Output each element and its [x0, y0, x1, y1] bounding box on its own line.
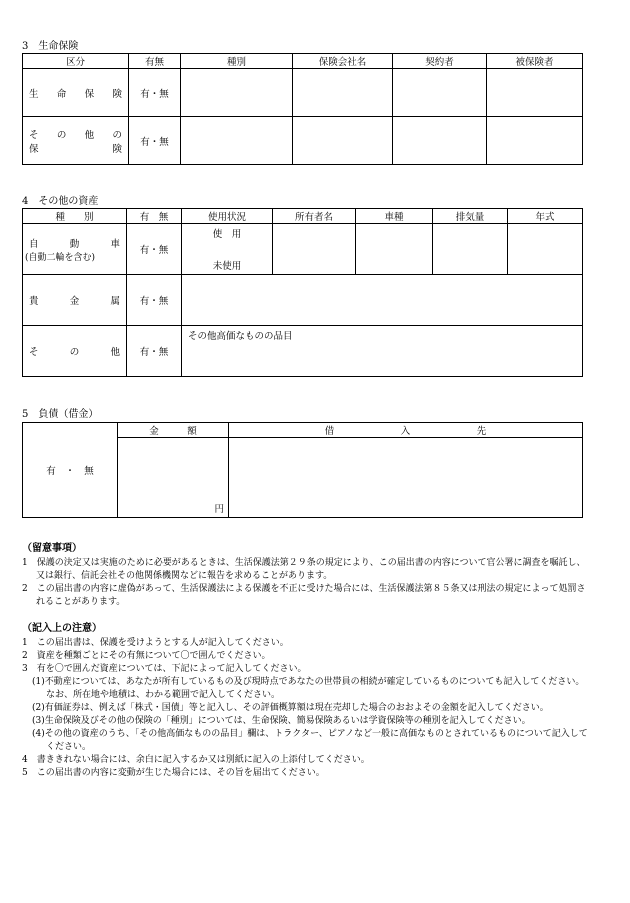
life-insurance-contractor-field[interactable] [393, 69, 487, 117]
notes-caution [22, 542, 592, 609]
other-insurance-type-field[interactable] [181, 117, 293, 165]
header-umu: 有 無 [127, 209, 182, 224]
car-unused-option[interactable]: 未使用 [212, 261, 242, 272]
precious-metal-field[interactable] [182, 275, 583, 326]
header-kind: 種 別 [23, 209, 127, 224]
section3-title: 3 生命保険 [22, 41, 79, 52]
other-asset-umu[interactable]: 有・無 [127, 326, 182, 377]
car-year-field[interactable] [508, 224, 583, 275]
car-owner-field[interactable] [273, 224, 356, 275]
life-insurance-insured-field[interactable] [487, 69, 583, 117]
life-insurance-label: 生 命 保 険 [23, 69, 129, 117]
notes-caution-item: 1 保護の決定又は実施のために必要があるときは、生活保護法第２９条の規定により、この届出書の内容について官公署に調査を嘱託し、又は銀行、信託会社その他関係機関などに報告を求めることがあります。 [22, 558, 586, 581]
life-insurance-table [22, 53, 583, 165]
other-asset-field[interactable] [182, 326, 583, 377]
precious-metal-umu[interactable]: 有・無 [127, 275, 182, 326]
other-asset-note: その他高価なものの品目 [188, 331, 293, 342]
notes-caution-item: 2 この届出書の内容に虚偽があって、生活保護法による保護を不正に受けた場合には、生活保護法第８５条又は刑法の規定によって処罰されることがあります。 [22, 584, 586, 607]
other-insurance-label: そ の 他 の 保 険 [23, 117, 129, 165]
header-amount: 金 額 [118, 423, 229, 438]
instruction-subitem: (3)生命保険及びその他の保険の「種別」については、生命保険、簡易保険あるいは学資保険等の種別を記入してください。 [32, 716, 531, 726]
notes-instructions [22, 622, 592, 780]
header-umu: 有無 [129, 54, 181, 69]
car-label: 自 動 車 (自動二輪を含む) [23, 224, 127, 275]
header-category: 区分 [23, 54, 129, 69]
car-umu[interactable]: 有・無 [127, 224, 182, 275]
precious-metal-label: 貴 金 属 [23, 275, 127, 326]
instruction-item: 1 この届出書は、保護を受けようとする人が記入してください。 [22, 638, 289, 648]
car-displacement-field[interactable] [433, 224, 508, 275]
notes-caution-heading: （留意事項） [22, 543, 82, 554]
header-lender: 借 入 先 [229, 423, 583, 438]
life-insurance-umu[interactable]: 有・無 [129, 69, 181, 117]
instruction-subitem: (1)不動産については、あなたが所有しているもの及び現時点であなたの世帯員の相続が確定しているものについても記入してください。なお、所在地や地積は、わかる範囲で記入してください。 [32, 677, 585, 700]
header-type: 種別 [181, 54, 293, 69]
notes-instructions-heading: （記入上の注意） [22, 623, 102, 634]
debt-umu[interactable]: 有 ・ 無 [23, 423, 118, 518]
other-asset-label: そ の 他 [23, 326, 127, 377]
debt-lender-field[interactable] [229, 438, 583, 518]
section5-title: 5 負債（借金） [22, 409, 99, 420]
instruction-subitem: (4)その他の資産のうち、「その他高価なものの品目」欄は、トラクター、ピアノなど一般に高価なものとされているものについて記入してください。 [32, 729, 588, 752]
other-insurance-umu[interactable]: 有・無 [129, 117, 181, 165]
instruction-item: 2 資産を種類ごとにその有無について〇で囲んでください。 [22, 651, 271, 661]
instruction-item: 3 有を〇で囲んだ資産については、下記によって記入してください。 [22, 664, 307, 674]
car-usage[interactable] [182, 224, 273, 275]
header-contractor: 契約者 [393, 54, 487, 69]
life-insurance-type-field[interactable] [181, 69, 293, 117]
other-insurance-company-field[interactable] [293, 117, 393, 165]
section4-title: 4 その他の資産 [22, 196, 99, 207]
header-usage: 使用状況 [182, 209, 273, 224]
instruction-item: 4 書ききれない場合には、余白に記入するか又は別紙に記入の上添付してください。 [22, 755, 370, 765]
header-insured: 被保険者 [487, 54, 583, 69]
instruction-item: 5 この届出書の内容に変動が生じた場合には、その旨を届出てください。 [22, 768, 325, 778]
car-use-option[interactable]: 使 用 [212, 229, 242, 240]
header-displacement: 排気量 [433, 209, 508, 224]
yen-unit: 円 [214, 504, 224, 515]
debt-amount-field[interactable] [118, 438, 229, 518]
debt-table [22, 422, 583, 518]
life-insurance-company-field[interactable] [293, 69, 393, 117]
car-model-field[interactable] [356, 224, 433, 275]
header-model: 車種 [356, 209, 433, 224]
header-owner: 所有者名 [273, 209, 356, 224]
other-insurance-contractor-field[interactable] [393, 117, 487, 165]
other-insurance-insured-field[interactable] [487, 117, 583, 165]
instruction-subitem: (2)有価証券は、例えば「株式・国債」等と記入し、その評価概算額は現在売却した場合のおおよその金額を記入してください。 [32, 703, 549, 713]
other-assets-table [22, 208, 583, 377]
header-company: 保険会社名 [293, 54, 393, 69]
header-year: 年式 [508, 209, 583, 224]
